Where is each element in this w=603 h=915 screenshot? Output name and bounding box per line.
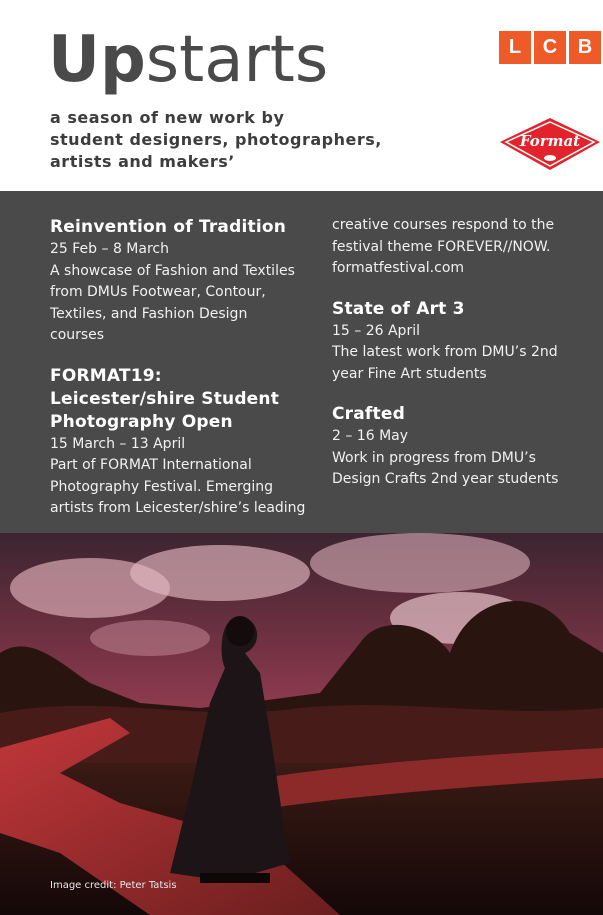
event-dates: 15 – 26 April — [332, 322, 420, 339]
event-state-of-art — [332, 298, 582, 386]
event-title-line: FORMAT19: — [50, 365, 162, 386]
tagline — [50, 107, 380, 173]
event-desc-line: courses — [50, 327, 105, 343]
event-desc-line: A showcase of Fashion and Textiles — [50, 262, 295, 279]
event-format19-continued — [332, 215, 582, 280]
header — [0, 0, 603, 191]
tagline-line: artists and makers’ — [50, 152, 235, 171]
event-reinvention — [50, 216, 310, 347]
lcb-letter: L — [499, 31, 531, 64]
event-crafted — [332, 403, 582, 491]
event-desc-line: Work in progress from DMU’s — [332, 449, 536, 466]
hero-photo — [0, 533, 603, 915]
tagline-line: student designers, photographers, — [50, 130, 382, 149]
events-column-right — [332, 215, 582, 491]
event-desc-line: creative courses respond to the — [332, 217, 555, 233]
event-title-line: Leicester/shire Student — [50, 388, 280, 409]
tagline-line: a season of new work by — [50, 108, 285, 127]
event-desc-line: Photography Festival. Emerging — [50, 478, 274, 495]
image-credit: Image credit: Peter Tatsis — [50, 880, 177, 891]
lcb-logo — [499, 31, 601, 64]
event-link[interactable]: formatfestival.com — [332, 260, 465, 276]
event-desc-line: festival theme FOREVER//NOW. — [332, 238, 551, 255]
event-desc-line: artists from Leicester/shire’s leading — [50, 500, 306, 516]
events-panel — [0, 191, 603, 533]
events-column-left — [50, 216, 310, 520]
event-desc-line: from DMUs Footwear, Contour, — [50, 284, 266, 300]
event-dates: 25 Feb – 8 March — [50, 241, 169, 257]
event-desc-line: year Fine Art students — [332, 365, 487, 382]
event-desc-line: Design Crafts 2nd year students — [332, 471, 559, 487]
event-dates: 2 – 16 May — [332, 428, 409, 444]
lcb-letter: B — [569, 31, 601, 64]
event-title: State of Art 3 — [332, 298, 465, 319]
title-light: starts — [145, 23, 329, 97]
event-title-line: Photography Open — [50, 411, 233, 432]
event-title: Crafted — [332, 404, 405, 424]
title-bold: Up — [48, 23, 146, 97]
event-dates: 15 March – 13 April — [50, 435, 186, 452]
event-desc-line: Part of FORMAT International — [50, 457, 252, 473]
event-desc-line: Textiles, and Fashion Design — [50, 305, 248, 322]
page-title — [48, 22, 328, 98]
event-title: Reinvention of Tradition — [50, 217, 287, 237]
lcb-letter: C — [534, 31, 566, 64]
event-desc-line: The latest work from DMU’s 2nd — [332, 344, 558, 360]
format-logo-text: Format — [519, 132, 581, 150]
event-format19 — [50, 365, 310, 520]
